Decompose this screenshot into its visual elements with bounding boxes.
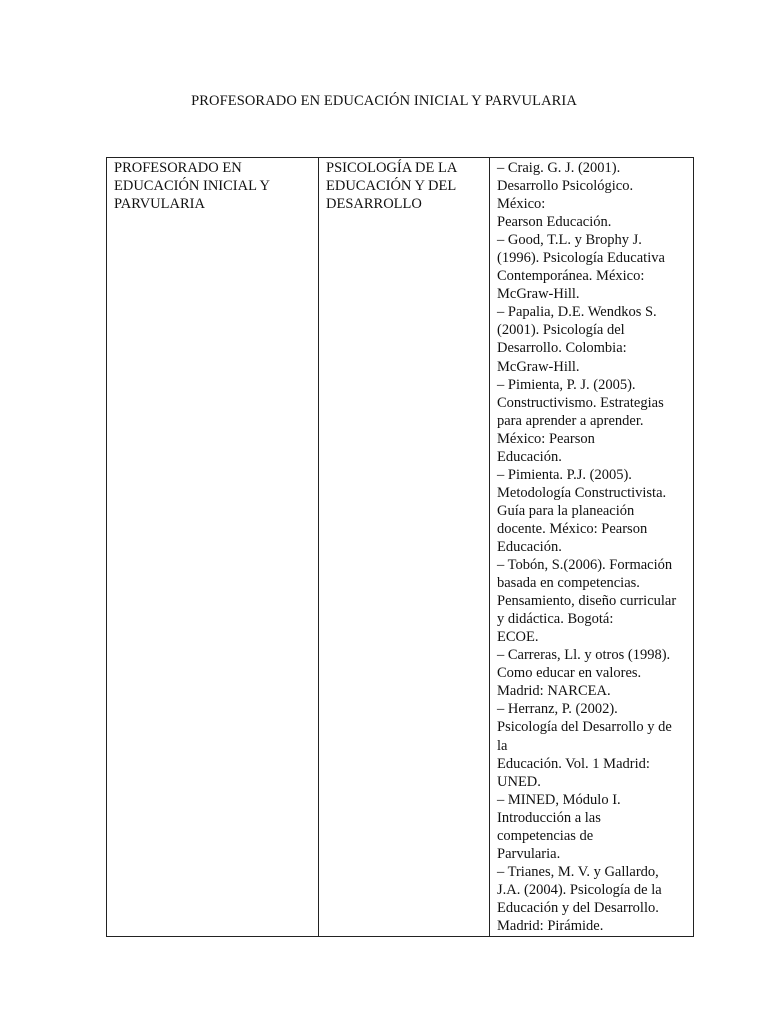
reference-line: y didáctica. Bogotá:: [497, 611, 614, 628]
references-cell: [490, 158, 694, 937]
reference-line: Como educar en valores.: [497, 665, 642, 682]
subject-cell: [319, 158, 490, 937]
reference-line: – Trianes, M. V. y Gallardo,: [497, 863, 659, 880]
reference-line: – MINED, Módulo I.: [497, 791, 621, 808]
reference-line: (2001). Psicología del: [497, 322, 625, 339]
reference-line: – Herranz, P. (2002).: [497, 701, 618, 718]
subject-line: EDUCACIÓN Y DEL: [326, 178, 457, 195]
reference-line: México:: [497, 196, 546, 213]
reference-line: – Pimienta. P.J. (2005).: [497, 466, 632, 483]
reference-line: Pensamiento, diseño curricular: [497, 593, 677, 610]
reference-line: – Craig. G. J. (2001).: [497, 160, 621, 176]
reference-line: ECOE.: [497, 629, 539, 646]
reference-line: Educación.: [497, 448, 562, 465]
reference-entry: [497, 303, 687, 375]
reference-entry: [497, 159, 687, 231]
reference-entry: [497, 556, 687, 646]
reference-entry: [497, 791, 687, 863]
reference-line: Introducción a las: [497, 809, 601, 826]
reference-line: Madrid: Pirámide.: [497, 917, 604, 934]
reference-entry: [497, 646, 687, 700]
reference-line: – Carreras, Ll. y otros (1998).: [497, 647, 671, 664]
reference-line: Educación y del Desarrollo.: [497, 899, 659, 916]
reference-entry: [497, 466, 687, 556]
reference-line: competencias de: [497, 827, 594, 844]
reference-entry: [497, 700, 687, 790]
reference-entry: [497, 376, 687, 466]
reference-entry: [497, 863, 687, 935]
program-line: PARVULARIA: [114, 196, 205, 213]
reference-entry: [497, 231, 687, 303]
reference-line: Madrid: NARCEA.: [497, 683, 611, 700]
program-line: EDUCACIÓN INICIAL Y: [114, 178, 270, 195]
reference-list: [497, 159, 687, 935]
page-title: PROFESORADO EN EDUCACIÓN INICIAL Y PARVULARIA: [191, 93, 577, 109]
reference-line: McGraw-Hill.: [497, 286, 580, 303]
reference-line: Constructivismo. Estrategias: [497, 394, 664, 411]
reference-line: Parvularia.: [497, 845, 561, 862]
reference-line: Psicología del Desarrollo y de: [497, 719, 672, 736]
subject-line: PSICOLOGÍA DE LA: [326, 160, 458, 176]
reference-line: docente. México: Pearson: [497, 520, 648, 537]
table-row: [107, 158, 694, 937]
reference-line: la: [497, 737, 508, 754]
reference-line: – Tobón, S.(2006). Formación: [497, 557, 673, 574]
reference-line: Pearson Educación.: [497, 214, 612, 231]
program-cell: [107, 158, 319, 937]
reference-line: México: Pearson: [497, 430, 595, 447]
reference-line: UNED.: [497, 773, 541, 790]
reference-line: – Good, T.L. y Brophy J.: [497, 232, 642, 249]
reference-line: basada en competencias.: [497, 575, 640, 592]
reference-line: McGraw-Hill.: [497, 358, 580, 375]
reference-line: J.A. (2004). Psicología de la: [497, 881, 662, 898]
reference-line: Contemporánea. México:: [497, 268, 645, 285]
program-line: PROFESORADO EN: [114, 160, 242, 176]
reference-line: (1996). Psicología Educativa: [497, 250, 665, 267]
bibliography-table: [106, 157, 694, 937]
reference-line: Metodología Constructivista.: [497, 484, 667, 501]
reference-line: Desarrollo. Colombia:: [497, 340, 627, 357]
reference-line: Guía para la planeación: [497, 502, 635, 519]
reference-line: Educación.: [497, 538, 562, 555]
reference-line: – Papalia, D.E. Wendkos S.: [497, 304, 657, 321]
reference-line: Desarrollo Psicológico.: [497, 178, 634, 195]
reference-line: – Pimienta, P. J. (2005).: [497, 376, 636, 393]
reference-line: para aprender a aprender.: [497, 412, 644, 429]
subject-line: DESARROLLO: [326, 196, 422, 213]
reference-line: Educación. Vol. 1 Madrid:: [497, 755, 650, 772]
